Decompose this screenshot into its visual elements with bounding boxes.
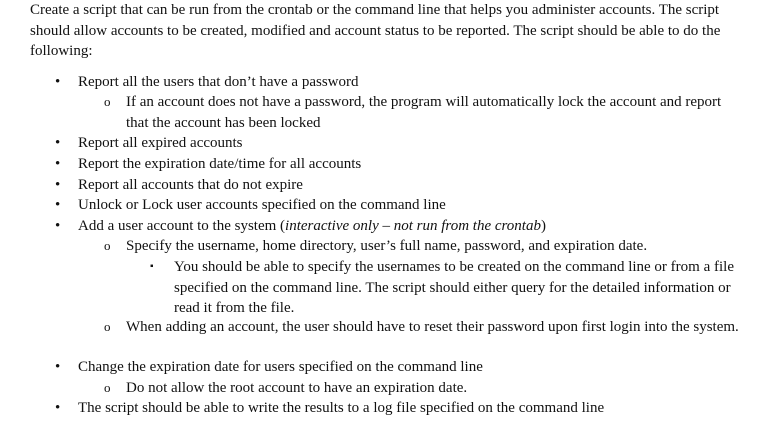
list-item-text: You should be able to specify the usernames to be created on the command line or from a file specified on the command line. The script should either query for the detailed information or read it from the file. xyxy=(174,259,734,316)
list-item-text: Change the expiration date for users specified on the command line xyxy=(78,359,483,375)
list-item xyxy=(55,216,758,237)
bullet-icon: • xyxy=(55,359,61,375)
list-item-text: Report all the users that don’t have a password xyxy=(78,74,359,90)
list-item-text: When adding an account, the user should have to reset their password upon first login into the system. xyxy=(126,319,739,335)
list-item-text-suffix: ) xyxy=(540,218,546,234)
bullet-icon: • xyxy=(55,218,61,234)
list-item xyxy=(55,72,758,93)
circle-bullet-icon: o xyxy=(104,94,111,109)
list-item xyxy=(104,236,746,257)
bullet-icon: • xyxy=(55,177,61,193)
list-item xyxy=(104,378,746,399)
list-item-text: Unlock or Lock user accounts specified on the command line xyxy=(78,197,446,213)
circle-bullet-icon: o xyxy=(104,238,111,253)
list-item-text: If an account does not have a password, the program will automatically lock the account and report that the account has been locked xyxy=(126,94,722,131)
square-bullet-icon: ▪ xyxy=(150,261,154,272)
list-item-text-prefix: Add a user account to the system ( xyxy=(78,218,286,234)
bullet-icon: • xyxy=(55,74,61,90)
bullet-icon: • xyxy=(55,400,61,416)
list-item-text: Report the expiration date/time for all accounts xyxy=(78,156,362,172)
list-item xyxy=(55,195,758,216)
bullet-icon: • xyxy=(55,156,61,172)
list-item-text: Specify the username, home directory, user’s full name, password, and expiration date. xyxy=(126,238,648,254)
list-item xyxy=(150,257,759,319)
list-item-text: The script should be able to write the results to a log file specified on the command line xyxy=(78,400,605,416)
list-item xyxy=(55,154,758,175)
bullet-icon: • xyxy=(55,197,61,213)
list-item-text: Report all accounts that do not expire xyxy=(78,177,303,193)
intro-paragraph: Create a script that can be run from the crontab or the command line that helps you administer accounts. The script should allow accounts to be created, modified and account status to be reported. The script should be able to do the following: xyxy=(30,2,721,59)
list-item xyxy=(55,175,758,196)
list-item xyxy=(104,317,748,338)
circle-bullet-icon: o xyxy=(104,319,111,334)
list-item-text: Do not allow the root account to have an expiration date. xyxy=(126,380,468,396)
bullet-icon: • xyxy=(55,135,61,151)
list-item xyxy=(104,92,726,133)
list-item xyxy=(55,133,758,154)
circle-bullet-icon: o xyxy=(104,380,111,395)
list-item xyxy=(55,398,768,419)
list-item-text: Report all expired accounts xyxy=(78,135,243,151)
list-item-text-italic: interactive only – not run from the crontab xyxy=(285,218,541,234)
list-item xyxy=(55,357,758,378)
